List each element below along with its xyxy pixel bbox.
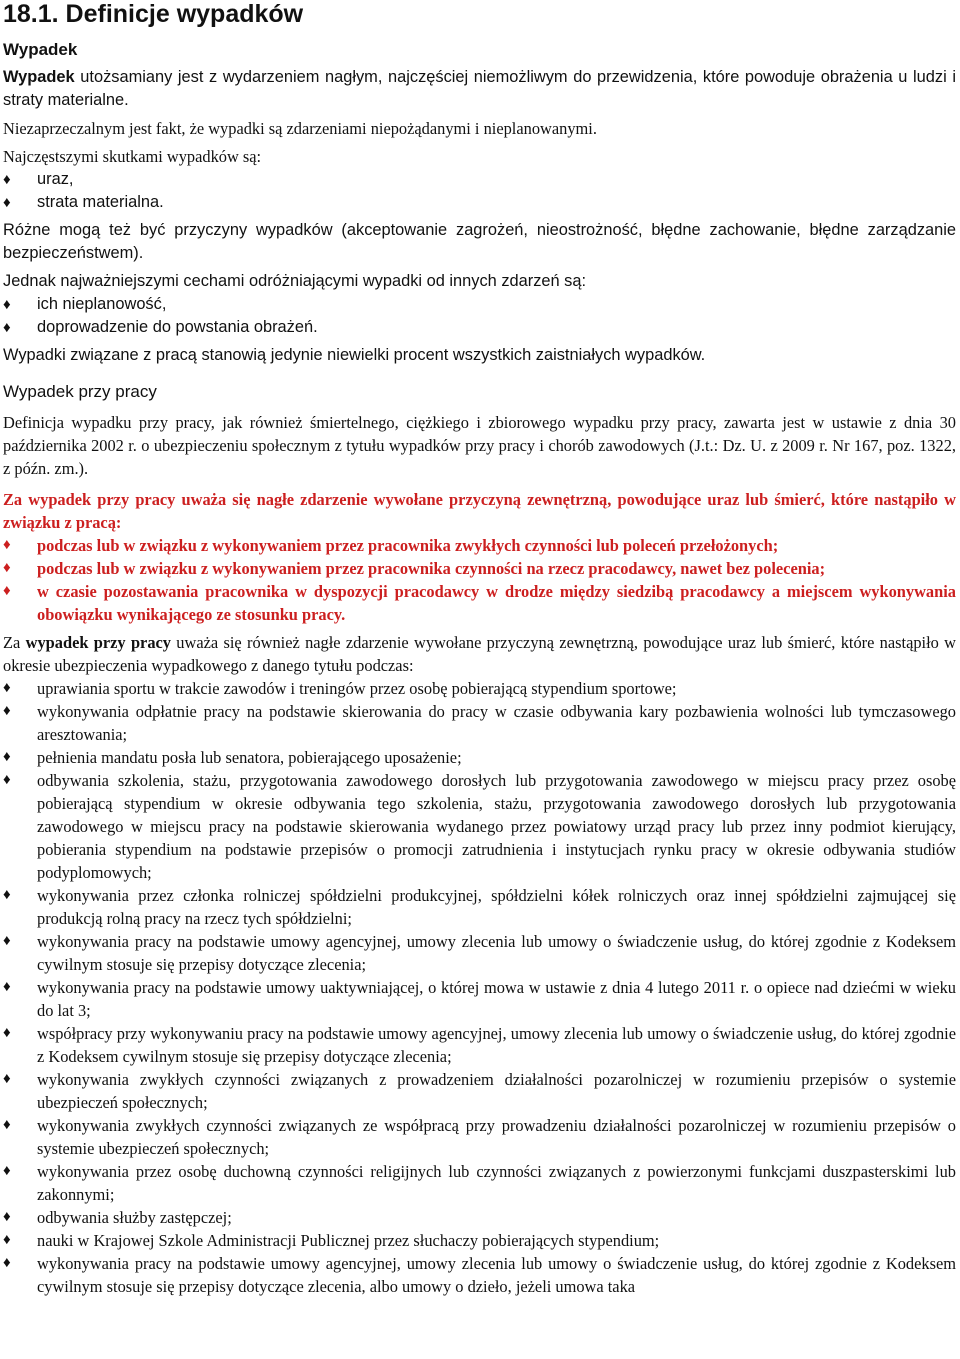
- diamond-bullet-icon: ♦: [3, 680, 11, 696]
- diamond-bullet-icon: ♦: [3, 537, 11, 553]
- paragraph-fact: Niezaprzeczalnym jest fakt, że wypadki są zdarzeniami niepożądanymi i nieplanowanymi.: [3, 119, 597, 138]
- page-title: 18.1. Definicje wypadków: [3, 0, 304, 28]
- features-list: [3, 293, 956, 339]
- paragraph-also-intro: Za wypadek przy pracy uważa się również nagłe zdarzenie wywołane przyczyną zewnętrzną, powodujące uraz lub śmierć, które nastąpiło w okresie ubezpieczenia wypadkowego z danego tytułu podczas:: [3, 633, 956, 675]
- diamond-bullet-icon: ♦: [3, 749, 11, 765]
- list-item: ♦ wykonywania zwykłych czynności związanych ze współpracą przy prowadzeniu działalności pozarolniczej w rozumieniu przepisów o systemie ubezpieczeń społecznych;: [3, 1116, 956, 1158]
- list-item: ♦ podczas lub w związku z wykonywaniem przez pracownika czynności na rzecz pracodawcy, nawet bez polecenia;: [3, 559, 826, 578]
- list-item: ♦ doprowadzenie do powstania obrażeń.: [3, 316, 956, 339]
- emphasis-term: wypadek przy pracy: [25, 633, 171, 652]
- paragraph-causes: Różne mogą też być przyczyny wypadków (akceptowanie zagrożeń, nieostrożność, błędne zachowanie, błędne zarządzanie bezpieczeństwem).: [3, 221, 956, 262]
- diamond-bullet-icon: ♦: [3, 1117, 11, 1133]
- paragraph-legal-definition: Definicja wypadku przy pracy, jak również śmiertelnego, ciężkiego i zbiorowego wypadku przy pracy, zawarta jest w ustawie z dnia 30 października 2002 r. o ubezpieczeniu społecznym z tytułu wypadków przy pracy i chorób zawodowych (J.t.: Dz. U. z 2009 r. Nr 167, poz. 1322, z późn. zm.).: [3, 413, 956, 478]
- diamond-bullet-icon: ♦: [3, 1163, 11, 1179]
- diamond-bullet-icon: ♦: [3, 194, 11, 211]
- paragraph-red-intro: Za wypadek przy pracy uważa się nagłe zdarzenie wywołane przyczyną zewnętrzną, powodujące uraz lub śmierć, które nastąpiło w związku z pracą:: [3, 490, 956, 532]
- diamond-bullet-icon: ♦: [3, 887, 11, 903]
- paragraph-effects-intro: Najczęstszymi skutkami wypadków są:: [3, 147, 262, 166]
- list-item: ♦ uprawiania sportu w trakcie zawodów i treningów przez osobę pobierającą stypendium sportowe;: [3, 679, 677, 698]
- effects-list: [3, 168, 956, 214]
- definition-text: utożsamiany jest z wydarzeniem nagłym, najczęściej niemożliwym do przewidzenia, które powoduje obrażenia u ludzi i straty materialne.: [3, 68, 956, 109]
- paragraph-features-intro: Jednak najważniejszymi cechami odróżniającymi wypadki od innych zdarzeń są:: [3, 272, 587, 290]
- diamond-bullet-icon: ♦: [3, 1255, 11, 1271]
- diamond-bullet-icon: ♦: [3, 933, 11, 949]
- list-item: ♦ wykonywania odpłatnie pracy na podstawie skierowania do pracy w czasie odbywania kary pozbawienia wolności lub tymczasowego aresztowania;: [3, 702, 956, 744]
- paragraph-work-accidents: Wypadki związane z pracą stanowią jedynie niewielki procent wszystkich zaistniałych wypadków.: [3, 346, 706, 364]
- list-item: ♦ wykonywania pracy na podstawie umowy uaktywniającej, o której mowa w ustawie z dnia 4 lutego 2011 r. o opiece nad dziećmi w wieku do lat 3;: [3, 978, 956, 1020]
- list-item: ♦ wykonywania przez członka rolniczej spółdzielni produkcyjnej, spółdzielni kółek rolniczych oraz innej spółdzielni zajmującej się produkcją rolną pracy na rzecz tych spółdzielni;: [3, 886, 956, 928]
- list-item: ♦ odbywania służby zastępczej;: [3, 1208, 232, 1227]
- diamond-bullet-icon: ♦: [3, 171, 11, 188]
- diamond-bullet-icon: ♦: [3, 583, 11, 599]
- activities-list: [3, 677, 956, 1298]
- diamond-bullet-icon: ♦: [3, 1209, 11, 1225]
- diamond-bullet-icon: ♦: [3, 560, 11, 576]
- diamond-bullet-icon: ♦: [3, 319, 11, 336]
- list-item: ♦ współpracy przy wykonywaniu pracy na podstawie umowy agencyjnej, umowy zlecenia lub umowy o świadczenie usług, do której zgodnie z Kodeksem cywilnym stosuje się przepisy dotyczące zlecenia;: [3, 1024, 956, 1066]
- diamond-bullet-icon: ♦: [3, 703, 11, 719]
- diamond-bullet-icon: ♦: [3, 296, 11, 313]
- list-item: ♦ nauki w Krajowej Szkole Administracji Publicznej przez słuchaczy pobierających stypendium;: [3, 1231, 660, 1250]
- list-item: ♦ strata materialna.: [3, 191, 956, 214]
- section-heading-wypadek-przy-pracy: Wypadek przy pracy: [3, 382, 157, 401]
- diamond-bullet-icon: ♦: [3, 1071, 11, 1087]
- paragraph-definition: [3, 66, 956, 112]
- list-item: ♦ wykonywania przez osobę duchowną czynności religijnych lub czynności związanych z powierzonymi funkcjami duszpasterskimi lub zakonnymi;: [3, 1162, 956, 1204]
- list-item: ♦ odbywania szkolenia, stażu, przygotowania zawodowego dorosłych lub przygotowania zawodowego w miejscu pracy przez osobę pobierającą stypendium w okresie odbywania tego szkolenia, stażu, przygotowania zawodowego dorosłych lub przygotowania zawodowego w miejscu pracy na podstawie skierowania wydanego przez powiatowy urząd pracy lub przez inny podmiot kierujący, pobierania stypendium na podstawie przepisów o promocji zatrudnienia i instytucjach rynku pracy w okresie odbywania studiów podyplomowych;: [3, 771, 956, 882]
- diamond-bullet-icon: ♦: [3, 1232, 11, 1248]
- list-item: ♦ wykonywania pracy na podstawie umowy agencyjnej, umowy zlecenia lub umowy o świadczenie usług, do której zgodnie z Kodeksem cywilnym stosuje się przepisy dotyczące zlecenia, albo umowy o dzieło, jeżeli umowa taka: [3, 1254, 956, 1296]
- list-item: ♦ wykonywania pracy na podstawie umowy agencyjnej, umowy zlecenia lub umowy o świadczenie usług, do której zgodnie z Kodeksem cywilnym stosuje się przepisy dotyczące zlecenia;: [3, 932, 956, 974]
- list-item: ♦ wykonywania zwykłych czynności związanych z prowadzeniem działalności pozarolniczej w rozumieniu przepisów o systemie ubezpieczeń społecznych;: [3, 1070, 956, 1112]
- section-heading-wypadek: Wypadek: [3, 40, 78, 59]
- list-item: ♦ uraz,: [3, 168, 956, 191]
- diamond-bullet-icon: ♦: [3, 772, 11, 788]
- diamond-bullet-icon: ♦: [3, 979, 11, 995]
- list-item: ♦ w czasie pozostawania pracownika w dyspozycji pracodawcy w drodze między siedzibą pracodawcy a miejscem wykonywania obowiązku wynikającego ze stosunku pracy.: [3, 582, 956, 624]
- diamond-bullet-icon: ♦: [3, 1025, 11, 1041]
- list-item: ♦ ich nieplanowość,: [3, 293, 956, 316]
- list-item: ♦ podczas lub w związku z wykonywaniem przez pracownika zwykłych czynności lub poleceń przełożonych;: [3, 536, 779, 555]
- list-item: ♦ pełnienia mandatu posła lub senatora, pobierającego uposażenie;: [3, 748, 462, 767]
- red-conditions-list: [3, 534, 956, 626]
- definition-term: Wypadek: [3, 68, 75, 86]
